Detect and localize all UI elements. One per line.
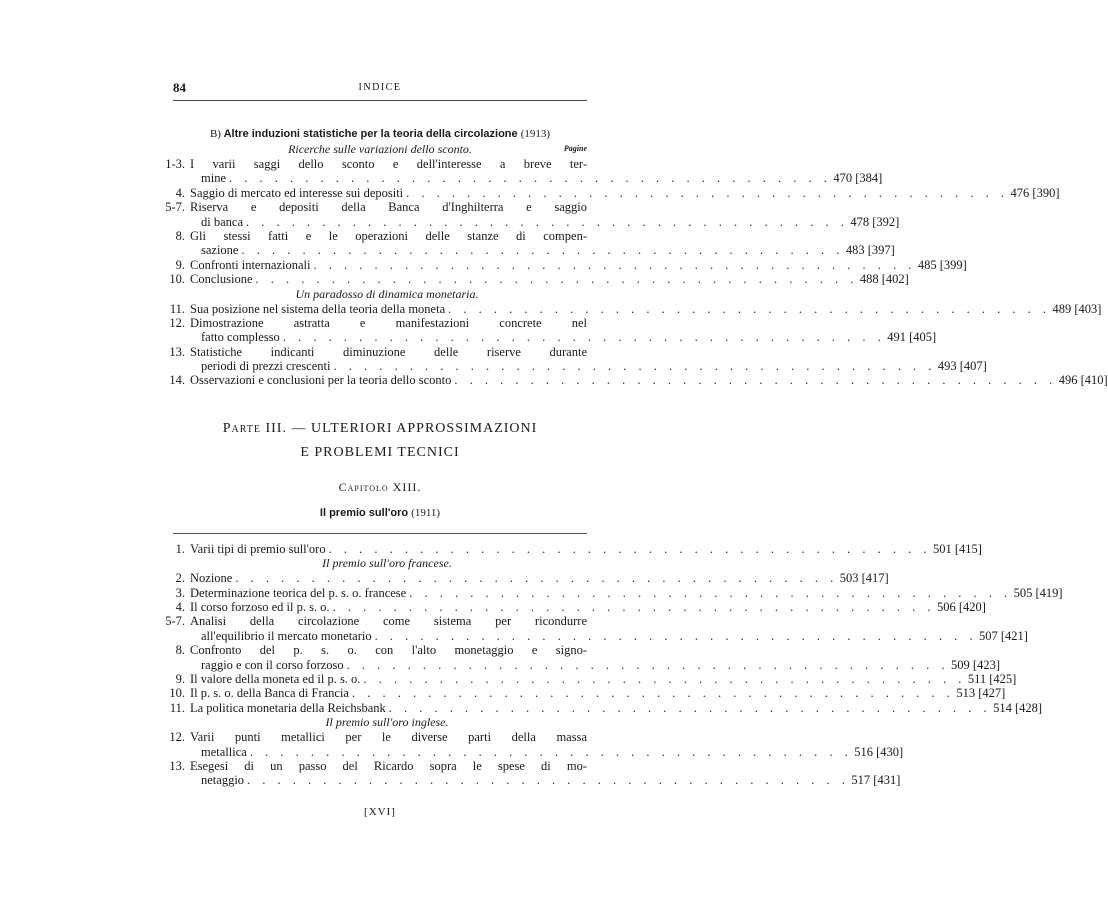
pagine-label: Pagine [563, 144, 587, 153]
entry-text: Riserva e depositi della Banca d'Inghilterra e saggio [190, 200, 587, 215]
toc-entry [165, 157, 587, 171]
chapter-title: Il premio sull'oro (1911) [319, 506, 441, 519]
toc-entry [169, 315, 587, 330]
chapter-rule [173, 533, 587, 534]
entry-page: 491 [405] [887, 330, 937, 345]
index-page [165, 80, 1108, 818]
dot-leader: . . . . . . . . . . . . . . . . . . . . . . . . . . . . . . . . . . . . . . . . [247, 773, 850, 788]
toc-entry-continuation [173, 171, 883, 186]
entry-number: 12. [169, 730, 185, 745]
leader-line [190, 257, 967, 272]
dot-leader: . . . . . . . . . . . . . . . . . . . . . . . . . . . . . . . . . . . . . . . . [406, 185, 1009, 200]
entry-text: Nozione [190, 571, 233, 586]
subheading-inglese: Il premio sull'oro inglese. [325, 715, 449, 730]
subheading-row [173, 142, 587, 157]
part-title-line1: Parte III. — ULTERIORI APPROSSIMAZIONI [222, 420, 538, 436]
entry-page: 496 [410] [1058, 373, 1108, 388]
entry-text: La politica monetaria della Reichsbank [190, 700, 386, 715]
leader-line [201, 773, 901, 788]
toc-entry [169, 272, 909, 287]
entry-number: 11. [169, 301, 185, 316]
entry-text: Varii punti metallici per le diverse parti della massa [190, 730, 587, 745]
entry-page: 501 [415] [932, 541, 982, 556]
toc-entry [169, 686, 1006, 701]
toc-entry [173, 229, 587, 243]
entry-number: 13. [169, 344, 185, 359]
entry-page: 516 [430] [854, 744, 904, 759]
entry-number: 10. [169, 272, 185, 287]
leader-line [190, 585, 1063, 600]
entry-page: 478 [392] [850, 214, 900, 229]
leader-line [190, 600, 986, 615]
toc-entry-continuation [173, 330, 937, 345]
entry-number: 1. [175, 541, 185, 556]
toc-entry [165, 200, 587, 215]
toc-entry [173, 185, 1060, 200]
entry-text: Confronti internazionali [190, 257, 311, 272]
dot-leader: . . . . . . . . . . . . . . . . . . . . . . . . . . . . . . . . . . . . . . . . [313, 257, 916, 272]
toc-entry [169, 373, 1108, 388]
section-b-title: B) Altre induzioni statistiche per la teoria della circolazione (1913) [209, 128, 551, 140]
leader-line [190, 671, 1017, 686]
dot-leader: . . . . . . . . . . . . . . . . . . . . . . . . . . . . . . . . . . . . . . . . [351, 686, 955, 701]
entry-text: raggio e con il corso forzoso [201, 657, 344, 672]
entry-number: 11. [169, 700, 185, 715]
dot-leader: . . . . . . . . . . . . . . . . . . . . . . . . . . . . . . . . . . . . . . . . [241, 243, 844, 258]
toc-entry [169, 758, 587, 773]
running-header [173, 80, 587, 100]
toc-entry [173, 571, 889, 586]
entry-text: Analisi della circolazione come sistema per ricondurre [190, 614, 587, 629]
toc-entry [173, 585, 1063, 600]
dot-leader: . . . . . . . . . . . . . . . . . . . . . . . . . . . . . . . . . . . . . . . . [363, 671, 966, 686]
leader-line [201, 330, 937, 345]
subheading-francese: Il premio sull'oro francese. [322, 556, 452, 571]
dot-leader: . . . . . . . . . . . . . . . . . . . . . . . . . . . . . . . . . . . . . . . . [409, 585, 1012, 600]
leader-line [201, 744, 904, 759]
entry-page: 513 [427] [956, 686, 1006, 701]
entry-text: Osservazioni e conclusioni per la teoria dello sconto [190, 373, 452, 388]
entry-page: 483 [397] [845, 243, 895, 258]
entry-text: Confronto del p. s. o. con l'alto monetaggio e signo- [190, 643, 587, 658]
subheading-sconto: Ricerche sulle variazioni dello sconto. [288, 142, 472, 156]
leader-line [190, 686, 1006, 701]
roman-page-number: [XVI] [364, 805, 396, 818]
leader-line [201, 243, 895, 258]
entry-text: Sua posizione nel sistema della teoria della moneta [190, 301, 446, 316]
toc-entry [169, 730, 587, 745]
toc-entry [173, 643, 587, 657]
page-number: 84 [173, 80, 186, 95]
entries-list [173, 541, 982, 556]
toc-entry [169, 301, 1102, 316]
toc-entry [173, 671, 1017, 686]
entry-page: 489 [403] [1052, 301, 1102, 316]
entry-text: Esegesi di un passo del Ricardo sopra le spese di mo- [190, 758, 587, 773]
toc-entry-continuation [173, 628, 1028, 643]
dot-leader: . . . . . . . . . . . . . . . . . . . . . . . . . . . . . . . . . . . . . . . . [333, 359, 936, 374]
entries-list [169, 301, 1108, 388]
entry-text: Saggio di mercato ed interesse sui depositi [190, 185, 404, 200]
toc-entry [173, 541, 982, 556]
leader-line [201, 214, 900, 229]
entry-text: Statistiche indicanti diminuzione delle riserve durante [190, 344, 587, 359]
dot-leader: . . . . . . . . . . . . . . . . . . . . . . . . . . . . . . . . . . . . . . . . [448, 301, 1051, 316]
entry-text: mine [201, 171, 226, 186]
leader-line [190, 185, 1060, 200]
toc-entry-continuation [173, 214, 900, 229]
entry-text: Conclusione [190, 272, 253, 287]
entry-number: 4. [175, 185, 185, 200]
entry-number: 1-3. [165, 157, 185, 171]
toc-entry-continuation [173, 657, 1000, 672]
dot-leader: . . . . . . . . . . . . . . . . . . . . . . . . . . . . . . . . . . . . . . . . [282, 330, 886, 345]
toc-entry [173, 600, 986, 615]
leader-line [201, 359, 987, 374]
leader-line [201, 628, 1028, 643]
entry-text: Il valore della moneta ed il p. s. o. [190, 671, 361, 686]
toc-entry-continuation [173, 744, 904, 759]
entry-text: netaggio [201, 773, 245, 788]
entry-number: 5-7. [165, 200, 185, 215]
running-title: INDICE [358, 82, 402, 93]
chapter-heading: Capitolo XIII. [338, 479, 422, 494]
entry-page: 506 [420] [936, 600, 986, 615]
leader-line [190, 301, 1102, 316]
dot-leader: . . . . . . . . . . . . . . . . . . . . . . . . . . . . . . . . . . . . . . . . [374, 628, 977, 643]
toc-entry [169, 700, 1043, 715]
entry-number: 5-7. [165, 614, 185, 629]
entry-page: 503 [417] [839, 571, 889, 586]
entries-list [165, 571, 1063, 715]
toc-entry [173, 257, 967, 272]
dot-leader: . . . . . . . . . . . . . . . . . . . . . . . . . . . . . . . . . . . . . . . . [229, 171, 832, 186]
entry-number: 9. [175, 671, 185, 686]
entry-text: Gli stessi fatti e le operazioni delle stanze di compen- [190, 228, 587, 243]
leader-line [201, 171, 883, 186]
entry-number: 10. [169, 686, 185, 701]
dot-leader: . . . . . . . . . . . . . . . . . . . . . . . . . . . . . . . . . . . . . . . . [388, 700, 992, 715]
entry-number: 8. [175, 228, 185, 243]
toc-entry [165, 614, 587, 629]
toc-entry-continuation [173, 359, 987, 374]
entry-number: 2. [175, 571, 185, 586]
dot-leader: . . . . . . . . . . . . . . . . . . . . . . . . . . . . . . . . . . . . . . . . [454, 373, 1057, 388]
toc-entry [169, 344, 587, 359]
entry-text: Dimostrazione astratta e manifestazioni concrete nel [190, 315, 587, 330]
entry-number: 13. [169, 758, 185, 773]
entry-text: Il p. s. o. della Banca di Francia [190, 686, 349, 701]
part-title-line2: E PROBLEMI TECNICI [300, 444, 460, 460]
header-rule [173, 100, 587, 101]
entry-text: I varii saggi dello sconto e dell'interesse a breve ter- [190, 157, 587, 171]
entry-page: 517 [431] [851, 773, 901, 788]
leader-line [190, 541, 982, 556]
entry-page: 509 [423] [951, 657, 1000, 672]
entries-list [169, 730, 904, 788]
entry-text: Il corso forzoso ed il p. s. o. [190, 600, 330, 615]
entry-page: 485 [399] [917, 257, 967, 272]
entry-page: 493 [407] [937, 359, 987, 374]
entry-text: metallica [201, 744, 247, 759]
entry-text: sazione [201, 243, 239, 258]
leader-line [190, 373, 1108, 388]
leader-line [201, 657, 1000, 672]
entry-page: 505 [419] [1013, 585, 1063, 600]
dot-leader: . . . . . . . . . . . . . . . . . . . . . . . . . . . . . . . . . . . . . . . . [346, 657, 950, 672]
dot-leader: . . . . . . . . . . . . . . . . . . . . . . . . . . . . . . . . . . . . . . . . [332, 600, 935, 615]
entry-page: 470 [384] [833, 171, 883, 186]
entry-page: 511 [425] [967, 671, 1017, 686]
entry-number: 12. [169, 315, 185, 330]
toc-entry-continuation [173, 243, 895, 258]
entry-number: 3. [175, 585, 185, 600]
entry-text: Determinazione teorica del p. s. o. francese [190, 585, 407, 600]
dot-leader: . . . . . . . . . . . . . . . . . . . . . . . . . . . . . . . . . . . . . . . . [235, 571, 838, 586]
entry-text: fatto complesso [201, 330, 280, 345]
entry-text: Varii tipi di premio sull'oro [190, 541, 326, 556]
entry-page: 507 [421] [978, 628, 1028, 643]
entry-text: periodi di prezzi crescenti [201, 359, 331, 374]
dot-leader: . . . . . . . . . . . . . . . . . . . . . . . . . . . . . . . . . . . . . . . . [328, 541, 931, 556]
entry-number: 9. [175, 257, 185, 272]
entry-text: di banca [201, 214, 243, 229]
entry-page: 488 [402] [859, 272, 909, 287]
entry-text: all'equilibrio il mercato monetario [201, 628, 372, 643]
dot-leader: . . . . . . . . . . . . . . . . . . . . . . . . . . . . . . . . . . . . . . . . [246, 214, 849, 229]
entries-list [165, 157, 1060, 287]
leader-line [190, 700, 1043, 715]
entry-page: 476 [390] [1010, 185, 1060, 200]
entry-number: 4. [175, 600, 185, 615]
entry-number: 14. [169, 373, 185, 388]
dot-leader: . . . . . . . . . . . . . . . . . . . . . . . . . . . . . . . . . . . . . . . . [249, 744, 853, 759]
dot-leader: . . . . . . . . . . . . . . . . . . . . . . . . . . . . . . . . . . . . . . . . [255, 272, 858, 287]
leader-line [190, 272, 909, 287]
entry-number: 8. [175, 643, 185, 658]
leader-line [190, 571, 889, 586]
subheading-paradosso: Un paradosso di dinamica monetaria. [295, 286, 479, 301]
toc-entry-continuation [173, 773, 901, 788]
entry-page: 514 [428] [993, 700, 1043, 715]
